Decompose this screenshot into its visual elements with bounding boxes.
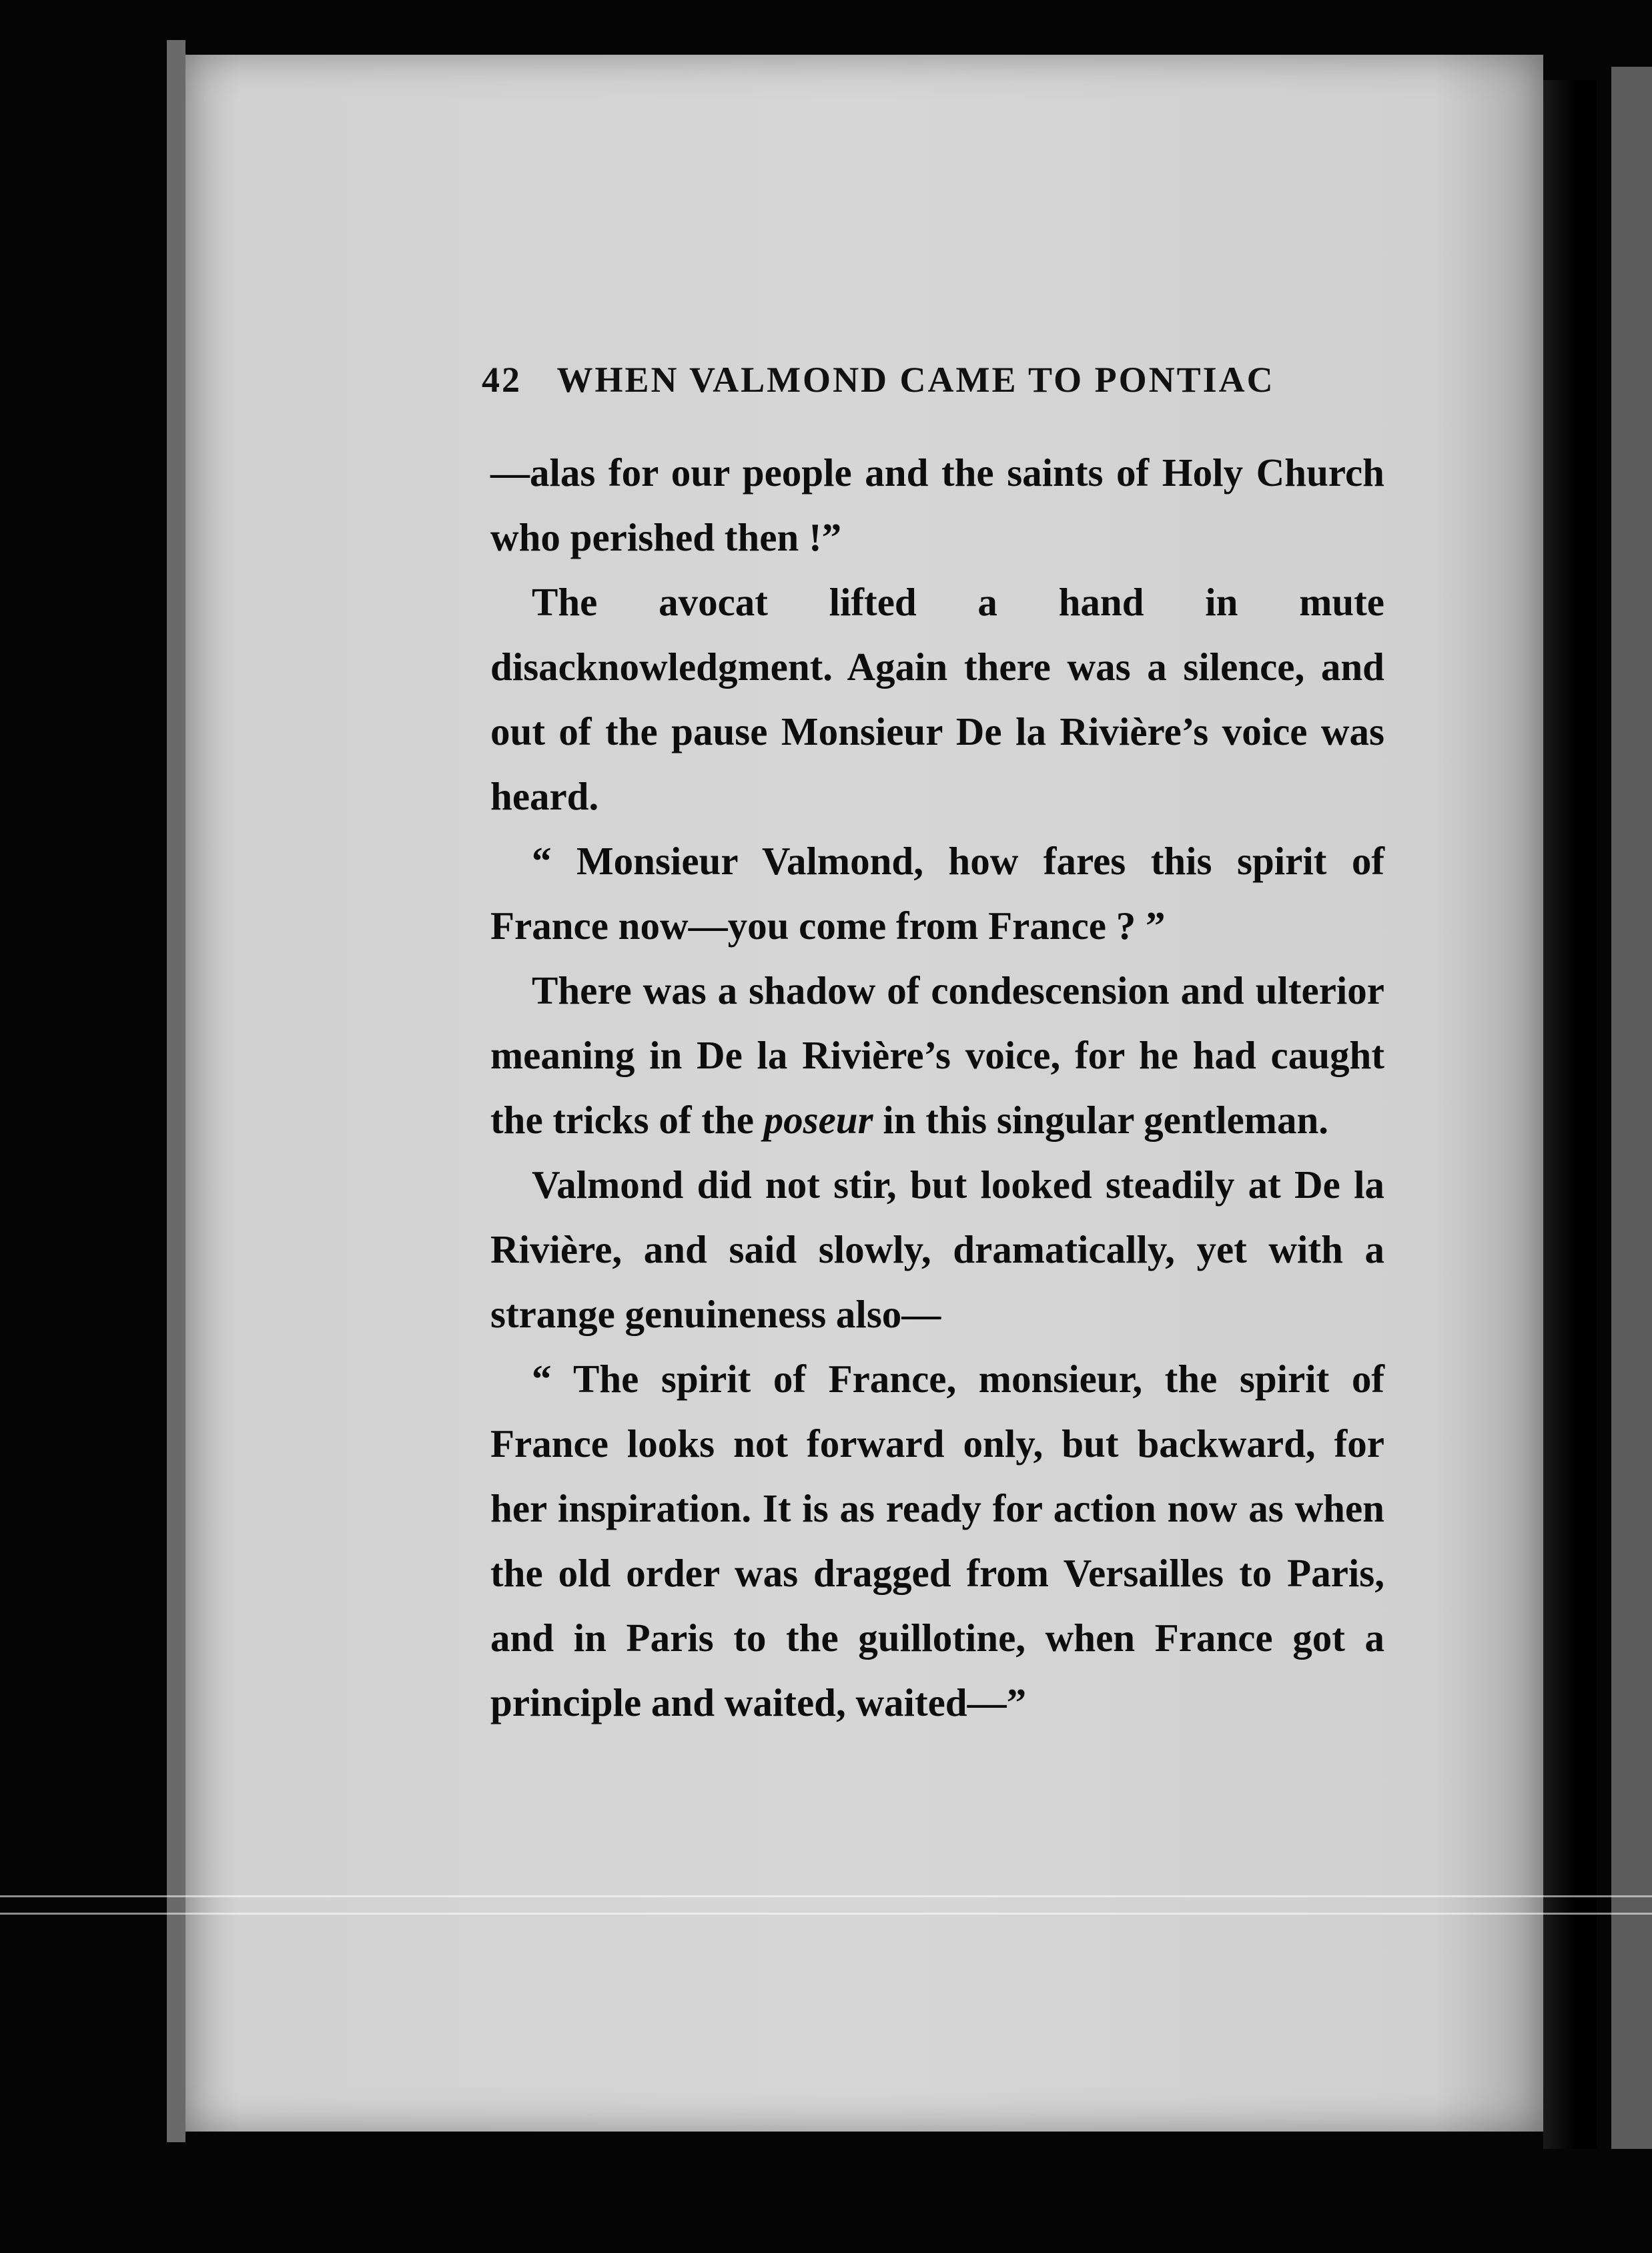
page-edge-left: [167, 40, 185, 2142]
body-text: [490, 440, 1384, 1735]
italic-word: poseur: [763, 1098, 873, 1142]
next-page-edge: [1611, 67, 1652, 2149]
scan-artifact-line: [0, 1895, 1652, 1897]
paragraph: “ Monsieur Valmond, how fares this spirit of France now—you come from France ? ”: [490, 839, 1384, 948]
paragraph: —alas for our people and the saints of Holy Church who perished then !”: [490, 450, 1384, 559]
page-number: 42: [482, 360, 522, 400]
paragraph: Valmond did not stir, but looked steadily at De la Rivière, and said slowly, dramatically, yet with a strange genuineness also—: [490, 1163, 1384, 1336]
paragraph-text: There was a shadow of condescension and ulterior meaning in De la Rivière’s voice, for he had caught the tricks of the: [490, 968, 1384, 1142]
paragraph: The avocat lifted a hand in mute disacknowledgment. Again there was a silence, and out of the pause Monsieur De la Rivière’s voice was heard.: [490, 580, 1384, 818]
book-spine: [1543, 80, 1597, 2149]
running-title: WHEN VALMOND CAME TO PONTIAC: [556, 360, 1275, 400]
paragraph: “ The spirit of France, monsieur, the spirit of France looks not forward only, but backward, for her inspiration. It is as ready for action now as when the old order was dragged from Versailles to Paris, and in Paris to the guillotine, when France got a principle and waited, waited—”: [490, 1357, 1384, 1724]
paragraph: [490, 958, 1384, 1153]
scan-artifact-line: [0, 1913, 1652, 1915]
paragraph-text: in this singular gentleman.: [873, 1098, 1329, 1142]
running-head: [482, 359, 1382, 419]
